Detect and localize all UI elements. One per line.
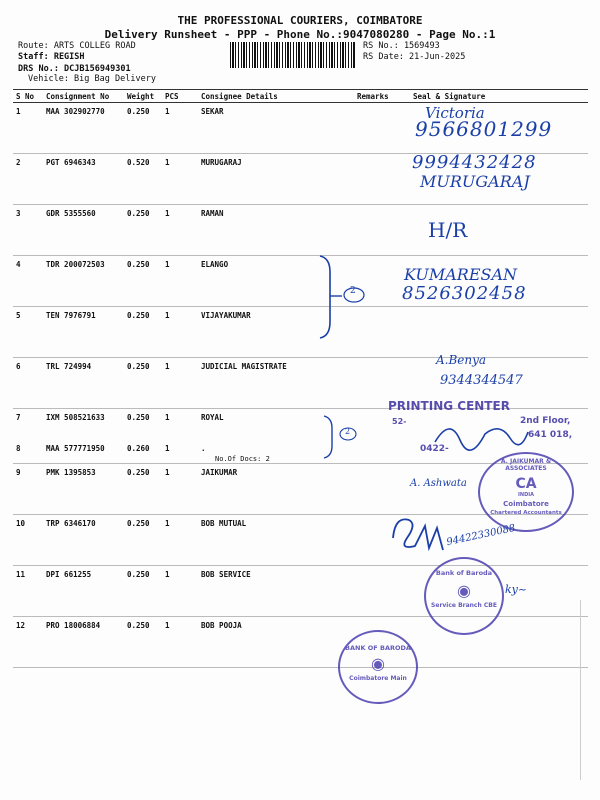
cell-weight: [124, 409, 162, 464]
ca-stamp-city: Coimbatore: [503, 500, 549, 508]
cell-weight: 0.250: [124, 205, 162, 256]
cell-pcs: 1: [162, 307, 198, 358]
table-row: [13, 205, 588, 256]
cell-consignee: VIJAYAKUMAR: [198, 307, 354, 358]
bob-main-stamp-name: BANK OF BARODA: [345, 644, 411, 652]
pcs-8: 1: [165, 444, 170, 453]
cell-pcs: 1: [162, 617, 198, 668]
handwriting-phone-2: 9994432428: [412, 152, 537, 173]
ca-stamp: [478, 452, 574, 532]
bracket-count-2: 2: [345, 427, 351, 436]
cell-weight: 0.250: [124, 358, 162, 409]
ca-logo: CA: [515, 476, 537, 492]
weight-7: 0.250: [127, 413, 150, 422]
cell-weight: 0.250: [124, 515, 162, 566]
cell-sno: [13, 409, 43, 464]
cell-pcs: 1: [162, 256, 198, 307]
cell-consignment: TRL 724994: [43, 358, 124, 409]
stamp-line-1: 52-: [392, 417, 407, 426]
staff-label: Staff: REGISH: [18, 52, 85, 62]
barcode: [230, 42, 355, 68]
handwriting-phone-4: 9344344547: [440, 373, 523, 388]
royal-signature: [430, 412, 530, 457]
rs-date-label: RS Date: 21-Jun-2025: [363, 52, 466, 62]
stamp-line-2: 2nd Floor,: [520, 416, 571, 426]
bob-logo-icon-2: ◉: [371, 654, 385, 673]
stamp-line-3: 641 018,: [528, 430, 573, 440]
cell-consignment: TEN 7976791: [43, 307, 124, 358]
cell-sno: 11: [13, 566, 43, 617]
cell-sno: 3: [13, 205, 43, 256]
col-pcs: PCS: [162, 90, 198, 103]
cell-consignment: [43, 409, 124, 464]
company-title: THE PROFESSIONAL COURIERS, COIMBATORE: [177, 14, 423, 27]
sno-8: 8: [16, 444, 21, 453]
cell-sno: 10: [13, 515, 43, 566]
printing-center-stamp: PRINTING CENTER: [388, 399, 510, 413]
cell-sno: 4: [13, 256, 43, 307]
docs-count: No.Of Docs: 2: [215, 455, 270, 463]
ca-logo-sub: INDIA: [518, 492, 534, 498]
cell-pcs: 1: [162, 154, 198, 205]
cell-remarks: [354, 154, 410, 205]
handwriting-kumaresan: KUMARESAN: [404, 265, 518, 284]
cell-consignee: SEKAR: [198, 103, 354, 154]
bob-service-stamp-branch: Service Branch CBE: [431, 602, 497, 609]
col-weight: Weight: [124, 90, 162, 103]
cell-consignee: BOB MUTUAL: [198, 515, 354, 566]
consignment-8: MAA 577771950: [46, 444, 105, 453]
cell-weight: 0.250: [124, 464, 162, 515]
cell-consignee: ELANGO: [198, 256, 354, 307]
margin-line: [580, 600, 581, 780]
consignment-7: IXM 508521633: [46, 413, 105, 422]
consignee-8: .: [201, 444, 206, 453]
cell-signature: [410, 307, 588, 358]
cell-sno: 2: [13, 154, 43, 205]
cell-remarks: [354, 205, 410, 256]
cell-consignee: RAMAN: [198, 205, 354, 256]
col-consignee: Consignee Details: [198, 90, 354, 103]
bob-main-stamp-branch: Coimbatore Main: [349, 675, 407, 682]
cell-pcs: 1: [162, 515, 198, 566]
cell-pcs: [162, 409, 198, 464]
ca-stamp-firm: A. JAIKUMAR & ASSOCIATES: [500, 458, 552, 472]
handwriting-ashwata: A. Ashwata: [410, 478, 467, 489]
cell-consignment: PGT 6946343: [43, 154, 124, 205]
bob-main-stamp: [338, 630, 418, 704]
col-remarks: Remarks: [354, 90, 410, 103]
cell-consignment: DPI 661255: [43, 566, 124, 617]
cell-consignee: MURUGARAJ: [198, 154, 354, 205]
bob-service-stamp-name: Bank of Baroda: [435, 569, 493, 577]
handwriting-murugaraj: MURUGARAJ: [420, 172, 530, 191]
bob-mutual-signature: [385, 508, 465, 558]
bracket-mark-2: [320, 412, 360, 462]
runsheet-subtitle: Delivery Runsheet - PPP - Phone No.:9047080280 - Page No.:1: [104, 28, 496, 41]
stamp-line-4: 0422-: [420, 444, 449, 454]
cell-consignee: BOB SERVICE: [198, 566, 354, 617]
cell-sno: 1: [13, 103, 43, 154]
col-sno: S No: [13, 90, 43, 103]
bob-service-stamp: [424, 557, 504, 635]
cell-pcs: 1: [162, 464, 198, 515]
cell-weight: 0.250: [124, 256, 162, 307]
pcs-7: 1: [165, 413, 170, 422]
table-row: [13, 617, 588, 668]
table-header-row: [13, 90, 588, 103]
handwriting-ky: ky~: [505, 583, 528, 596]
bracket-count: 2: [350, 286, 356, 296]
cell-weight: 0.520: [124, 154, 162, 205]
weight-8: 0.260: [127, 444, 150, 453]
sno-7: 7: [16, 413, 21, 422]
route-label: Route: ARTS COLLEG ROAD: [18, 41, 136, 51]
cell-consignment: PRO 18006884: [43, 617, 124, 668]
col-signature: Seal & Signature: [410, 90, 588, 103]
cell-pcs: 1: [162, 205, 198, 256]
rs-no-label: RS No.: 1569493: [363, 41, 440, 51]
table-row: [13, 307, 588, 358]
handwriting-phone-1: 9566801299: [415, 117, 553, 141]
cell-remarks: [354, 103, 410, 154]
cell-remarks: [354, 464, 410, 515]
cell-sno: 5: [13, 307, 43, 358]
consignee-7: ROYAL: [201, 413, 224, 422]
cell-weight: 0.250: [124, 617, 162, 668]
bracket-mark: [312, 252, 372, 342]
handwriting-phone-5: 94422330088: [445, 522, 517, 549]
cell-consignment: PMK 1395853: [43, 464, 124, 515]
cell-consignee: JUDICIAL MAGISTRATE: [198, 358, 354, 409]
vehicle-label: Vehicle: Big Bag Delivery: [28, 74, 156, 84]
drs-label: DRS No.: DCJB156949301: [18, 64, 131, 74]
handwriting-anbu: A.Benya: [436, 353, 487, 367]
handwriting-hr: H/R: [428, 218, 468, 242]
cell-consignment: TDR 200072503: [43, 256, 124, 307]
cell-weight: 0.250: [124, 307, 162, 358]
col-consignment: Consignment No: [43, 90, 124, 103]
cell-sno: 6: [13, 358, 43, 409]
cell-weight: 0.250: [124, 103, 162, 154]
cell-consignment: GDR 5355560: [43, 205, 124, 256]
cell-pcs: 1: [162, 566, 198, 617]
cell-consignee: BOB POOJA: [198, 617, 354, 668]
cell-consignment: TRP 6346170: [43, 515, 124, 566]
cell-pcs: 1: [162, 103, 198, 154]
cell-sno: 9: [13, 464, 43, 515]
handwriting-victoria: Victoria: [425, 104, 485, 122]
ca-stamp-title: Chartered Accountants: [490, 510, 562, 516]
cell-consignee: JAIKUMAR: [198, 464, 354, 515]
cell-consignment: MAA 302902770: [43, 103, 124, 154]
cell-pcs: 1: [162, 358, 198, 409]
cell-weight: 0.250: [124, 566, 162, 617]
cell-remarks: [354, 566, 410, 617]
cell-sno: 12: [13, 617, 43, 668]
handwriting-phone-3: 8526302458: [402, 283, 527, 304]
bob-logo-icon: ◉: [457, 581, 471, 600]
